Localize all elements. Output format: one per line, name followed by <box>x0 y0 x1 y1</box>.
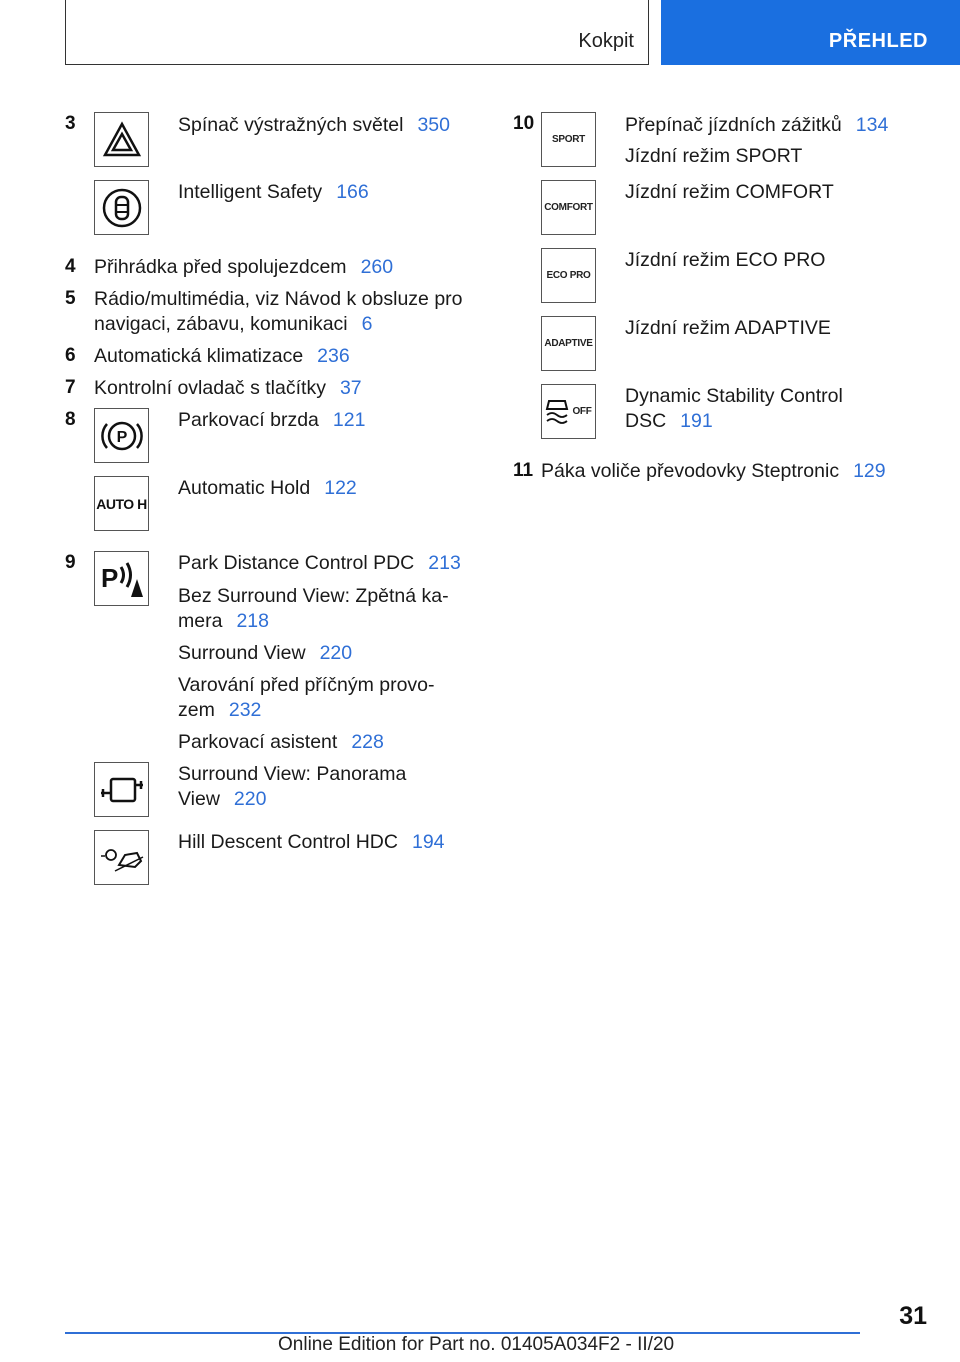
panorama-view-icon <box>94 762 149 817</box>
entry-hill-descent-control[interactable]: Hill Descent Control HDC 194 <box>178 831 445 853</box>
entry-parking-brake[interactable]: Parkovací brzda 121 <box>178 409 366 431</box>
page-link[interactable]: 166 <box>336 181 369 203</box>
entry-surround-view[interactable]: Surround View 220 <box>178 642 353 664</box>
intelligent-safety-icon <box>94 180 149 235</box>
entry-climate-control[interactable]: Automatická klimatizace 236 <box>94 345 350 367</box>
page-link[interactable]: 236 <box>317 345 350 367</box>
entry-sport-mode: Jízdní režim SPORT <box>625 145 803 167</box>
page-link[interactable]: 218 <box>236 610 269 632</box>
page-link[interactable]: 37 <box>339 377 362 399</box>
parking-brake-icon <box>94 408 149 463</box>
page-link[interactable]: 260 <box>360 256 394 278</box>
page-link[interactable]: 134 <box>855 114 889 136</box>
page-link[interactable]: 213 <box>428 552 461 574</box>
page-link[interactable]: 6 <box>361 313 373 335</box>
entry-driving-experience-switch[interactable]: Přepínač jízdních zážitků 134 <box>625 114 889 136</box>
entry-park-distance-control[interactable]: Park Distance Control PDC 213 <box>178 552 461 574</box>
item-number: 4 <box>65 256 76 277</box>
entry-comfort-mode: Jízdní režim COMFORT <box>625 181 834 203</box>
hazard-warning-icon <box>94 112 149 167</box>
page-link[interactable]: 121 <box>332 409 366 431</box>
entry-automatic-hold[interactable]: Automatic Hold 122 <box>178 477 357 499</box>
eco-pro-mode-icon: ECO PRO <box>541 248 596 303</box>
item-number: 11 <box>513 460 534 481</box>
page-link[interactable]: 220 <box>319 642 353 664</box>
entry-glovebox[interactable]: Přihrádka před spolujezdcem 260 <box>94 256 394 278</box>
dsc-off-icon: OFF <box>541 384 596 439</box>
entry-steptronic-selector[interactable]: Páka voliče převodovky Steptronic 129 <box>541 460 886 482</box>
page-link[interactable]: 232 <box>228 699 262 721</box>
entry-radio-multimedia[interactable]: Rádio/multimédia, viz Návod k obsluze pro navigaci, zábavu, komunikaci 6 <box>94 288 463 335</box>
entry-parking-assistant[interactable]: Parkovací asistent 228 <box>178 731 384 753</box>
entry-eco-pro-mode: Jízdní režim ECO PRO <box>625 249 826 271</box>
item-number: 3 <box>65 113 76 134</box>
svg-text:P: P <box>116 428 127 446</box>
item-number: 10 <box>513 113 535 134</box>
item-number: 8 <box>65 409 76 430</box>
entry-surround-view-panorama[interactable]: Surround View: Panorama View 220 <box>178 763 407 810</box>
hill-descent-control-icon <box>94 830 149 885</box>
page-link[interactable]: 220 <box>233 788 267 810</box>
entry-dynamic-stability-control[interactable]: Dynamic Stability Control DSC 191 <box>625 385 843 432</box>
auto-hold-icon: AUTO H <box>94 476 149 531</box>
sport-mode-icon: SPORT <box>541 112 596 167</box>
page-link[interactable]: 191 <box>680 410 713 432</box>
page-number: 31 <box>899 1302 927 1330</box>
header-chapter-label: PŘEHLED <box>828 30 928 52</box>
entry-cross-traffic-warning[interactable]: Varování před příčným provo- zem 232 <box>178 674 435 721</box>
adaptive-mode-icon: ADAPTIVE <box>541 316 596 371</box>
entry-controller[interactable]: Kontrolní ovladač s tlačítky 37 <box>94 377 362 399</box>
page-link[interactable]: 129 <box>853 460 886 482</box>
comfort-mode-icon: COMFORT <box>541 180 596 235</box>
header-chapter-tab[interactable] <box>661 0 960 65</box>
page-link[interactable]: 122 <box>324 477 357 499</box>
page-link[interactable]: 228 <box>351 731 384 753</box>
entry-hazard-lights[interactable]: Spínač výstražných světel 350 <box>178 114 450 136</box>
entry-adaptive-mode: Jízdní režim ADAPTIVE <box>625 317 831 339</box>
header-section-box <box>65 0 649 65</box>
item-number: 6 <box>65 345 76 366</box>
item-number: 7 <box>65 377 76 398</box>
park-distance-control-icon <box>94 551 149 606</box>
header-section-label: Kokpit <box>578 30 634 52</box>
entry-rear-view-camera[interactable]: Bez Surround View: Zpětná ka- mera 218 <box>178 585 449 632</box>
footer-edition: Online Edition for Part no. 01405A034F2 - II/20 <box>278 1334 675 1355</box>
entry-intelligent-safety[interactable]: Intelligent Safety 166 <box>178 181 369 203</box>
svg-text:P: P <box>100 562 118 593</box>
item-number: 9 <box>65 552 76 573</box>
item-number: 5 <box>65 288 76 309</box>
page-link[interactable]: 350 <box>417 114 450 136</box>
page-link[interactable]: 194 <box>411 831 445 853</box>
